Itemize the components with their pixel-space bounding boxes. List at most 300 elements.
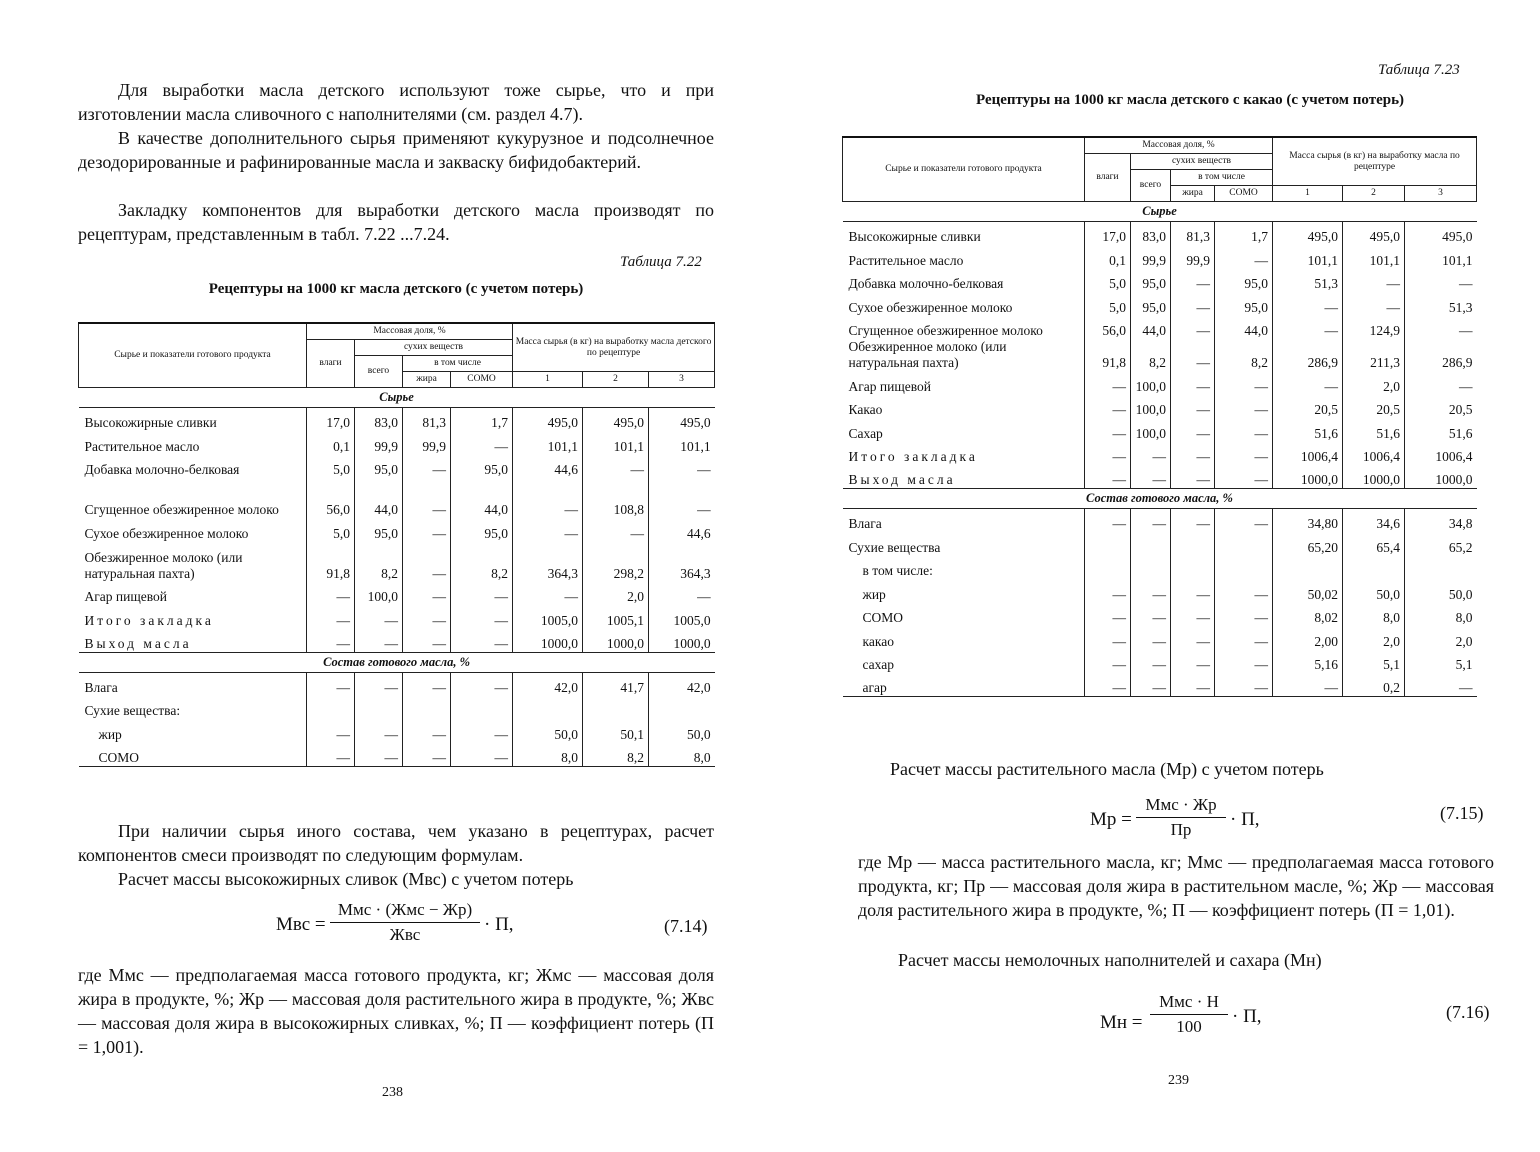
table-cell: 50,02 (1273, 579, 1343, 603)
header-mass-fraction: Массовая доля, % (1085, 137, 1273, 154)
table-cell: 124,9 (1343, 316, 1405, 340)
table-cell: 108,8 (583, 478, 649, 518)
row-label: Высокожирные сливки (848, 229, 981, 244)
table-cell: 51,3 (1273, 269, 1343, 293)
formula2-denominator: 100 (1176, 1017, 1202, 1036)
table-cell: — (1273, 292, 1343, 316)
table-cell: 51,6 (1343, 418, 1405, 442)
table-cell: 495,0 (1405, 222, 1477, 246)
table-cell: — (1171, 465, 1215, 489)
formula2-numerator: Ммс · Н (1159, 992, 1219, 1011)
row-label: Добавка молочно-белковая (848, 276, 1004, 291)
table-cell: 211,3 (1343, 339, 1405, 371)
table-cell: 1000,0 (513, 629, 583, 653)
table-cell: 91,8 (1085, 339, 1131, 371)
formula1-fraction (1136, 795, 1226, 840)
para-vegetable-oil: Расчет массы растительного масла (Мр) с учетом потерь (890, 759, 1324, 779)
table-cell: — (1171, 371, 1215, 395)
table-row (843, 673, 1477, 697)
table-body (843, 202, 1477, 697)
table-cell: — (451, 582, 513, 606)
section-row (843, 202, 1477, 222)
formula2-fraction (1150, 992, 1228, 1037)
table-cell: 5,16 (1273, 650, 1343, 674)
row-label: Сгущенное обезжиренное молоко (848, 323, 1043, 338)
para-fillers: Расчет массы немолочных наполнителей и сахара (Мн) (898, 950, 1322, 970)
header-recipe-2: 2 (1343, 186, 1405, 202)
header-mass-raw: Масса сырья (в кг) на выработку масла детского по рецептуре (513, 323, 715, 372)
section-row (79, 652, 715, 672)
table-cell: — (307, 605, 355, 629)
table-cell: — (403, 719, 451, 743)
table-cell: — (1273, 673, 1343, 697)
table-cell: — (1131, 603, 1171, 627)
table-cell: 8,0 (649, 743, 715, 767)
row-label: Агар пищевой (848, 378, 931, 394)
table-cell: 101,1 (513, 431, 583, 455)
table-row (79, 478, 715, 518)
table-cell: 8,0 (1343, 603, 1405, 627)
header-dry-matter: сухих веществ (355, 340, 513, 356)
row-label: Сухое обезжиренное молоко (84, 525, 249, 541)
table-cell: — (1343, 269, 1405, 293)
table-cell: 42,0 (513, 672, 583, 696)
table-cell: 81,3 (1171, 222, 1215, 246)
table-cell: 44,6 (649, 518, 715, 542)
table-cell: — (1171, 316, 1215, 340)
where-paragraph: где Ммс — предполагаемая масса готового продукта, кг; Жмс — массовая доля жира в продукте, %; Жр — массовая доля растительного жира в продукте, %; Жвс — массовая доля жира в высокожирных сливках, %; П — коэффициент потерь (П = 1,001). (78, 965, 714, 1057)
header-row-label: Сырье и показатели готового продукта (843, 137, 1085, 202)
table-cell: 8,0 (513, 743, 583, 767)
table-cell: 95,0 (1215, 292, 1273, 316)
row-label: Сахар (848, 425, 883, 441)
header-somo: СОМО (1215, 186, 1273, 202)
table-cell: — (1171, 579, 1215, 603)
table-cell: 91,8 (307, 542, 355, 582)
table-cell: 44,0 (355, 478, 403, 518)
table-cell: 2,00 (1273, 626, 1343, 650)
table-cell: 5,0 (307, 455, 355, 479)
table-cell: — (451, 629, 513, 653)
table-row (79, 605, 715, 629)
formula2-tail: · П, (1232, 1006, 1262, 1027)
table-cell: — (1085, 509, 1131, 533)
table-cell: — (403, 542, 451, 582)
table-cell: 495,0 (1343, 222, 1405, 246)
table-cell: 20,5 (1273, 395, 1343, 419)
table-cell: 44,0 (1131, 316, 1171, 340)
table-cell: 8,2 (583, 743, 649, 767)
table-cell: 44,0 (1215, 316, 1273, 340)
table-cell: — (649, 582, 715, 606)
recipe-table (78, 322, 715, 767)
table-cell (1085, 556, 1131, 580)
page-number: 239 (1168, 1073, 1189, 1088)
header-moisture: влаги (307, 340, 355, 388)
table-cell: 8,02 (1273, 603, 1343, 627)
row-label: Растительное масло (84, 438, 200, 454)
header-recipe-2: 2 (583, 372, 649, 388)
row-label: агар (843, 673, 1085, 697)
table-cell: 100,0 (355, 582, 403, 606)
table-cell: 56,0 (1085, 316, 1131, 340)
table-cell: 50,0 (649, 719, 715, 743)
table-row (843, 556, 1477, 580)
table-cell: 5,1 (1405, 650, 1477, 674)
header-total: всего (1131, 170, 1171, 202)
table-cell: 0,1 (1085, 245, 1131, 269)
table-cell (307, 696, 355, 720)
row-label: Сгущенное обезжиренное молоко (84, 502, 279, 517)
table-cell: — (451, 743, 513, 767)
table-cell: — (1171, 269, 1215, 293)
formula1-number: (7.15) (1440, 803, 1484, 823)
table-cell: — (1171, 626, 1215, 650)
table-cell: — (1085, 442, 1131, 466)
table-cell: 51,6 (1405, 418, 1477, 442)
section-row (79, 388, 715, 408)
header-recipe-1: 1 (1273, 186, 1343, 202)
header-total: всего (355, 356, 403, 388)
table-cell: — (451, 605, 513, 629)
row-label: Какао (848, 402, 883, 417)
table-cell: — (1131, 626, 1171, 650)
table-cell: 495,0 (649, 408, 715, 432)
table-cell: — (307, 629, 355, 653)
row-label: Влага (84, 679, 118, 695)
table-row (843, 603, 1477, 627)
header-fat: жира (1171, 186, 1215, 202)
table-cell: — (355, 719, 403, 743)
table-cell: — (1171, 418, 1215, 442)
table-cell: 34,8 (1405, 509, 1477, 533)
header-fat: жира (403, 372, 451, 388)
table-cell: — (1405, 673, 1477, 697)
table-cell: — (1171, 603, 1215, 627)
row-label: Выход масла (848, 472, 956, 487)
table-cell: — (403, 629, 451, 653)
formula-numerator: Ммс · (Жмс − Жр) (337, 900, 473, 919)
table-cell: 95,0 (355, 518, 403, 542)
table-row (843, 222, 1477, 246)
table-cell: — (451, 672, 513, 696)
table-cell: — (355, 672, 403, 696)
table-cell: 1005,1 (583, 605, 649, 629)
table-cell (1171, 556, 1215, 580)
table-row (79, 518, 715, 542)
table-cell: 50,0 (1405, 579, 1477, 603)
table-cell: 44,6 (513, 455, 583, 479)
table-cell: 17,0 (307, 408, 355, 432)
table-row (79, 542, 715, 582)
table-cell: — (513, 582, 583, 606)
table-header (843, 137, 1477, 202)
table-cell: 101,1 (1343, 245, 1405, 269)
row-label: Обезжиренное молоко (или натуральная пахта) (84, 549, 243, 581)
table-cell: 56,0 (307, 478, 355, 518)
table-cell: 95,0 (1215, 269, 1273, 293)
table-cell: — (403, 478, 451, 518)
table-cell: 286,9 (1273, 339, 1343, 371)
table-cell: 8,2 (1131, 339, 1171, 371)
table-cell: 81,3 (403, 408, 451, 432)
table-cell: 2,0 (1343, 371, 1405, 395)
table-cell: 34,6 (1343, 509, 1405, 533)
table-cell: — (1085, 579, 1131, 603)
table-cell: — (1085, 395, 1131, 419)
table-cell: — (451, 719, 513, 743)
header-including: в том числе (1171, 170, 1273, 186)
table-cell: 95,0 (1131, 269, 1171, 293)
table-cell: 0,1 (307, 431, 355, 455)
table-cell: — (1085, 626, 1131, 650)
table-cell: 1005,0 (513, 605, 583, 629)
table-cell: 495,0 (1273, 222, 1343, 246)
table-cell: 95,0 (1131, 292, 1171, 316)
after-paragraph-1: При наличии сырья иного состава, чем указано в рецептурах, расчет компонентов смеси производят по следующим формулам. (78, 821, 714, 865)
table-cell (513, 696, 583, 720)
table-row (843, 418, 1477, 442)
table-cell: 95,0 (451, 518, 513, 542)
table-cell: — (1171, 509, 1215, 533)
table-cell: — (583, 455, 649, 479)
table-cell: 1006,4 (1405, 442, 1477, 466)
table-cell: 5,1 (1343, 650, 1405, 674)
header-recipe-3: 3 (1405, 186, 1477, 202)
table-cell (1405, 556, 1477, 580)
table-row (843, 509, 1477, 533)
table-cell: 1000,0 (649, 629, 715, 653)
row-label: СОМО (862, 610, 904, 625)
table-cell: 101,1 (583, 431, 649, 455)
table-cell: 83,0 (355, 408, 403, 432)
table-cell: 0,2 (1343, 673, 1405, 697)
table-body (79, 388, 715, 767)
table-cell: 1000,0 (1343, 465, 1405, 489)
formula-number: (7.14) (664, 916, 708, 936)
fraction-bar (1150, 1014, 1228, 1015)
page-number: 238 (382, 1085, 403, 1100)
table-cell: — (1085, 650, 1131, 674)
table-cell: 495,0 (583, 408, 649, 432)
table-cell: — (1085, 465, 1131, 489)
row-label: Добавка молочно-белковая (84, 462, 240, 477)
table-cell: — (403, 518, 451, 542)
table-row (79, 582, 715, 606)
table-row (843, 579, 1477, 603)
table-cell: 1005,0 (649, 605, 715, 629)
table-title: Рецептуры на 1000 кг масла детского с какао (с учетом потерь) (975, 92, 1404, 108)
table-cell: 1000,0 (1405, 465, 1477, 489)
table-cell (1131, 556, 1171, 580)
table-row (843, 292, 1477, 316)
table-cell: 17,0 (1085, 222, 1131, 246)
row-label: какао (862, 633, 894, 649)
table-cell: — (1085, 603, 1131, 627)
table-cell: — (1131, 650, 1171, 674)
table-cell: — (1215, 395, 1273, 419)
table-row (79, 696, 715, 720)
formula1-tail: · П, (1230, 809, 1260, 830)
table-cell: 20,5 (1405, 395, 1477, 419)
formula2-lhs: Мн = (1100, 1012, 1143, 1033)
table-cell: — (1171, 339, 1215, 371)
header-including: в том числе (403, 356, 513, 372)
table-cell: — (649, 455, 715, 479)
table-cell: — (1171, 292, 1215, 316)
table-cell: 8,2 (1215, 339, 1273, 371)
table-cell: — (513, 478, 583, 518)
table-cell: — (1171, 650, 1215, 674)
table-row (843, 339, 1477, 371)
section-title: Состав готового масла, % (843, 489, 1477, 509)
table-cell: — (1171, 442, 1215, 466)
table-cell: 286,9 (1405, 339, 1477, 371)
table-cell: — (1215, 650, 1273, 674)
table-cell: 5,0 (1085, 292, 1131, 316)
table-cell (1131, 532, 1171, 556)
table-row (843, 442, 1477, 466)
fraction-bar (330, 922, 480, 923)
table-cell (355, 696, 403, 720)
table-cell: — (1131, 465, 1171, 489)
table-cell (1215, 532, 1273, 556)
table-cell: — (1131, 509, 1171, 533)
table-cell: 51,6 (1273, 418, 1343, 442)
table-cell: 364,3 (513, 542, 583, 582)
table-cell (1343, 556, 1405, 580)
table-cell: — (451, 431, 513, 455)
recipe-table (842, 136, 1477, 697)
table-cell: 65,4 (1343, 532, 1405, 556)
table-cell: — (403, 672, 451, 696)
table-cell: 50,0 (513, 719, 583, 743)
table-caption: Таблица 7.23 (1378, 62, 1460, 78)
table-cell: — (1343, 292, 1405, 316)
table-row (843, 650, 1477, 674)
intro-paragraph-3: Закладку компонентов для выработки детского масла производят по рецептурам, представленным в табл. 7.22 ...7.24. (78, 200, 714, 244)
table-cell: 2,0 (1405, 626, 1477, 650)
table-cell: — (1405, 269, 1477, 293)
header-recipe-1: 1 (513, 372, 583, 388)
formula-denominator: Жвс (389, 925, 421, 944)
table-cell: 1,7 (1215, 222, 1273, 246)
section-title: Состав готового масла, % (79, 652, 715, 672)
table-cell: — (355, 605, 403, 629)
table-row (843, 626, 1477, 650)
table-cell: 8,2 (451, 542, 513, 582)
intro-paragraph-2: В качестве дополнительного сырья применяют кукурузное и подсолнечное дезодорированные и рафинированные масла и закваску бифидобактерий. (78, 128, 714, 172)
table-cell: 20,5 (1343, 395, 1405, 419)
table-row (79, 431, 715, 455)
after-paragraph-2: Расчет массы высокожирных сливок (Мвс) с учетом потерь (118, 869, 574, 889)
table-cell: — (1131, 442, 1171, 466)
table-cell: — (1215, 371, 1273, 395)
table-row (79, 629, 715, 653)
table-cell (649, 696, 715, 720)
table-cell: — (1085, 418, 1131, 442)
table-cell: 41,7 (583, 672, 649, 696)
table-cell: 1000,0 (583, 629, 649, 653)
formula-lhs: Мвс = (276, 914, 326, 935)
table-cell: 101,1 (1273, 245, 1343, 269)
table-cell: — (1215, 418, 1273, 442)
table-cell: 99,9 (1171, 245, 1215, 269)
row-label: Высокожирные сливки (84, 415, 217, 430)
table-cell: 8,2 (355, 542, 403, 582)
table-cell: 5,0 (307, 518, 355, 542)
table-cell: — (355, 629, 403, 653)
table-cell: — (1405, 316, 1477, 340)
table-cell: 1006,4 (1343, 442, 1405, 466)
table-cell (1171, 532, 1215, 556)
table-row (79, 408, 715, 432)
row-label: Сухие вещества (848, 539, 941, 555)
table-cell: — (1171, 673, 1215, 697)
table-cell: — (1273, 371, 1343, 395)
table-cell: 298,2 (583, 542, 649, 582)
header-row-label: Сырье и показатели готового продукта (79, 323, 307, 388)
table-cell: 1,7 (451, 408, 513, 432)
table-cell: — (1405, 371, 1477, 395)
table-row (843, 316, 1477, 340)
table-cell: — (649, 478, 715, 518)
table-cell: — (403, 743, 451, 767)
row-label: Растительное масло (848, 252, 964, 268)
table-cell: 100,0 (1131, 395, 1171, 419)
table-cell: 34,80 (1273, 509, 1343, 533)
row-label: жир (98, 726, 122, 742)
table-cell: 2,0 (1343, 626, 1405, 650)
table-cell: — (1085, 371, 1131, 395)
header-mass-raw: Масса сырья (в кг) на выработку масла по рецептуре (1273, 137, 1477, 186)
table-cell (1273, 556, 1343, 580)
row-label: Сухие вещества: (84, 703, 181, 718)
row-label: Выход масла (84, 635, 192, 651)
header-dry-matter: сухих веществ (1131, 154, 1273, 170)
table-row (843, 245, 1477, 269)
table-row (79, 743, 715, 767)
table-row (79, 455, 715, 479)
formula-tail: · П, (484, 914, 514, 935)
table-cell: — (307, 719, 355, 743)
table-cell: — (1215, 626, 1273, 650)
table-cell: — (513, 518, 583, 542)
table-cell: 95,0 (355, 455, 403, 479)
table-cell: 65,2 (1405, 532, 1477, 556)
table-cell: 65,20 (1273, 532, 1343, 556)
fraction-bar (1136, 817, 1226, 818)
table-cell: — (1215, 465, 1273, 489)
table-row (843, 269, 1477, 293)
section-row (843, 489, 1477, 509)
table-cell: — (1215, 442, 1273, 466)
table-cell: 50,1 (583, 719, 649, 743)
formula2-number: (7.16) (1446, 1002, 1490, 1022)
table-cell: 1006,4 (1273, 442, 1343, 466)
table-cell: 8,0 (1405, 603, 1477, 627)
row-label: Обезжиренное молоко (или натуральная пахта) (848, 339, 1007, 370)
formula1-denominator: Пр (1170, 820, 1192, 839)
table-cell: 50,0 (1343, 579, 1405, 603)
table-cell (451, 696, 513, 720)
table-cell: 1000,0 (1273, 465, 1343, 489)
table-cell: 101,1 (649, 431, 715, 455)
table-row (843, 532, 1477, 556)
table-cell: — (307, 743, 355, 767)
section-title: Сырье (843, 202, 1477, 222)
table-row (843, 395, 1477, 419)
